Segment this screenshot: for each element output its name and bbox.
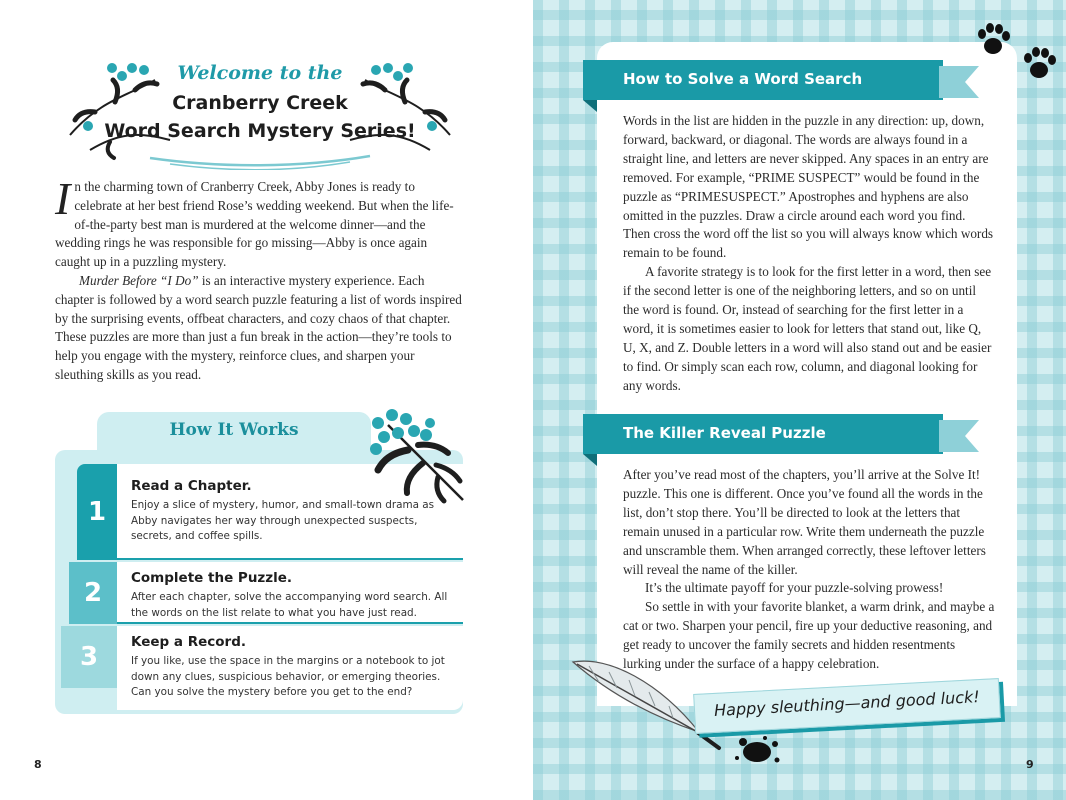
step-number: 1 bbox=[77, 464, 117, 560]
section-2-paragraph-1: After you’ve read most of the chapters, you’ll arrive at the Solve It! puzzle. This one is different. Once you’ve found all the words in the list, don’t stop there. You’ll be directed to look at the letters that remain unused in a particular row. Write them underneath the puzzle and unscramble them. When arranged correctly, these leftover letters will reveal the name of the killer. bbox=[623, 467, 986, 577]
step-title: Keep a Record. bbox=[131, 634, 246, 650]
intro-text bbox=[55, 173, 465, 385]
section-1-ribbon bbox=[583, 60, 975, 100]
welcome-banner bbox=[60, 40, 460, 170]
section-2-paragraph-2: It’s the ultimate payoff for your puzzle-solving prowess! bbox=[645, 580, 944, 596]
step-title: Complete the Puzzle. bbox=[131, 570, 293, 586]
step-number: 3 bbox=[61, 626, 117, 688]
section-2-heading: The Killer Reveal Puzzle bbox=[623, 424, 826, 442]
welcome-title-line-2: Word Search Mystery Series! bbox=[104, 120, 416, 142]
welcome-title-line-1: Cranberry Creek bbox=[172, 92, 348, 114]
step-title: Read a Chapter. bbox=[131, 478, 252, 494]
paw-print-icon bbox=[973, 22, 1013, 58]
welcome-script-line: Welcome to the bbox=[177, 62, 343, 84]
page-number-left: 8 bbox=[34, 758, 42, 771]
step-text: If you like, use the space in the margins or a notebook to jot down any clues, suspicious behavior, or emerging theories. Can you solve the mystery before you get to the end? bbox=[131, 655, 445, 699]
intro-paragraph-2-text: is an interactive mystery experience. Each chapter is followed by a word search puzzle featuring a list of words inspired by the surprising events, offbeat characters, and cozy chaos of that chapter. These puzzles are more than just a fun break in the action—they’re tools to help you engage with the mystery, reinforce clues, and sharpen your sleuthing skills as you read. bbox=[55, 272, 462, 382]
intro-paragraph-1-text: n the charming town of Cranberry Creek, Abby Jones is ready to celebrate at her best friend Rose’s wedding weekend. But when the life-of-the-party best man is murdered at the welcome dinner—and the wedding rings he was responsible for go missing—Abby is once again caught up in a puzzling mystery. bbox=[55, 179, 454, 270]
intro-paragraph-2 bbox=[55, 272, 465, 385]
intro-paragraph-1 bbox=[55, 173, 465, 272]
section-1-paragraph-1: Words in the list are hidden in the puzzle in any direction: up, down, forward, backward, or diagonal. The words are always found in a straight line, and letters are never skipped. Any spaces in an entry are removed. For example, “PRIME SUSPECT” would be found in the puzzle as “PRIMESUSPECT.” Apostrophes and hyphens are also omitted in the puzzles. Draw a circle around each word you find. Then cross the word off the list so you will always know which words remain to be found. bbox=[623, 113, 994, 261]
step-text: After each chapter, solve the accompanying word search. All the words on the list relate to what you have just read. bbox=[131, 591, 448, 619]
step-body bbox=[117, 562, 463, 624]
section-2-ribbon bbox=[583, 414, 975, 454]
ribbon-tail-icon bbox=[939, 60, 979, 100]
section-1-paragraph-2: A favorite strategy is to look for the first letter in a word, then see if the second letter is one of the neighboring letters, and so on until the word is found. Or, instead of searching for the first letter in a word, it is sometimes easier to look for letters that stand out, like Q, U, X, and Z. Double letters in a word will also stand out and be easier to find. Or simply scan each row, column, and diagonal looking for any words. bbox=[623, 264, 992, 393]
ribbon-fold-icon bbox=[583, 100, 597, 112]
paw-print-icon bbox=[1019, 46, 1059, 82]
ribbon-fold-icon bbox=[583, 454, 597, 466]
ink-splat-icon bbox=[731, 732, 791, 768]
book-title: Murder Before “I Do” bbox=[79, 272, 199, 288]
page-number-right: 9 bbox=[1026, 758, 1034, 771]
signoff-text: Happy sleuthing—and good luck! bbox=[713, 687, 981, 720]
section-2-body bbox=[623, 466, 995, 674]
berry-branch-icon bbox=[368, 405, 468, 505]
section-1-heading: How to Solve a Word Search bbox=[623, 70, 863, 88]
step-text: Enjoy a slice of mystery, humor, and small-town drama as Abby navigates her way through unexpected suspects, secrets, and coffee spills. bbox=[131, 499, 435, 543]
step-body bbox=[117, 626, 463, 710]
ribbon-tail-icon bbox=[939, 414, 979, 454]
section-1-body bbox=[623, 112, 995, 396]
how-it-works-tab bbox=[97, 412, 371, 454]
how-it-works-title: How It Works bbox=[169, 420, 299, 440]
step-number: 2 bbox=[69, 562, 117, 624]
drop-cap: I bbox=[55, 173, 71, 224]
section-2-paragraph-3: So settle in with your favorite blanket, a warm drink, and maybe a cat or two. Sharpen your pencil, fire up your deductive reasoning, and get ready to uncover the family secrets and hidden resentments lurking under the surface of a happy celebration. bbox=[623, 599, 995, 672]
